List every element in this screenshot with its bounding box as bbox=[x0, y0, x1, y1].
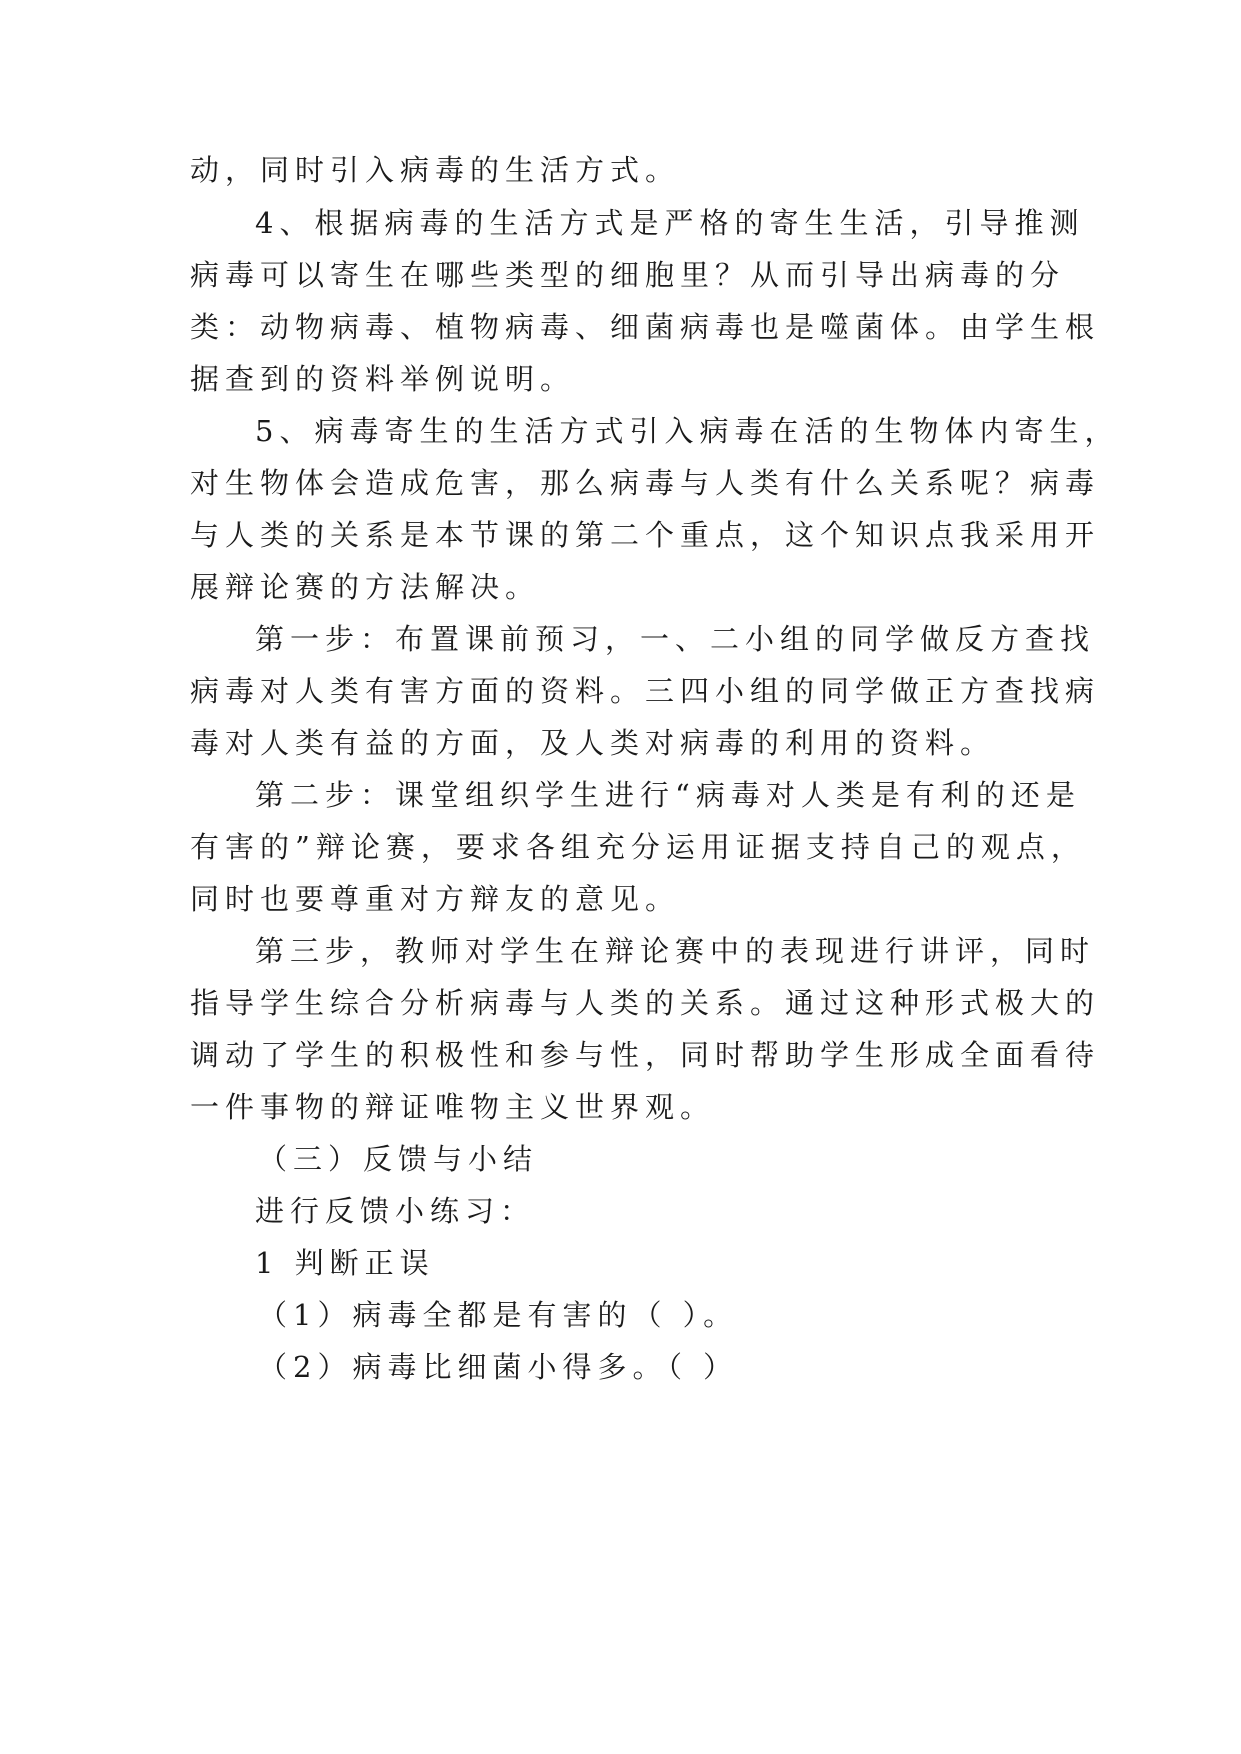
text-line: 进行反馈小练习： bbox=[255, 1194, 536, 1228]
text-line: 指导学生综合分析病毒与人类的关系。通过这种形式极大的 bbox=[190, 986, 1101, 1020]
text-line: 第一步：布置课前预习，一、二小组的同学做反方查找 bbox=[255, 622, 1096, 656]
text-line: 展辩论赛的方法解决。 bbox=[190, 570, 541, 604]
text-line: 病毒可以寄生在哪些类型的细胞里？从而引导出病毒的分 bbox=[190, 258, 1066, 292]
section-heading: （三）反馈与小结 bbox=[258, 1142, 539, 1176]
text-line: 4、根据病毒的生活方式是严格的寄生生活，引导推测 bbox=[255, 206, 1085, 240]
text-line: 据查到的资料举例说明。 bbox=[190, 362, 576, 396]
question-item: （1）病毒全都是有害的（ ）。 bbox=[258, 1298, 739, 1332]
text-line: 与人类的关系是本节课的第二个重点，这个知识点我采用开 bbox=[190, 518, 1101, 552]
text-line: 一件事物的辩证唯物主义世界观。 bbox=[190, 1090, 716, 1124]
text-line: 同时也要尊重对方辩友的意见。 bbox=[190, 882, 681, 916]
text-line: 毒对人类有益的方面，及人类对病毒的利用的资料。 bbox=[190, 726, 996, 760]
question-heading: 1 判断正误 bbox=[255, 1246, 435, 1280]
text-line: 病毒对人类有害方面的资料。三四小组的同学做正方查找病 bbox=[190, 674, 1101, 708]
text-line: 第三步，教师对学生在辩论赛中的表现进行讲评，同时 bbox=[255, 934, 1096, 968]
text-line: 5、病毒寄生的生活方式引入病毒在活的生物体内寄生， bbox=[255, 414, 1120, 448]
text-line: 类：动物病毒、植物病毒、细菌病毒也是噬菌体。由学生根 bbox=[190, 310, 1101, 344]
text-line: 调动了学生的积极性和参与性，同时帮助学生形成全面看待 bbox=[190, 1038, 1101, 1072]
text-line: 第二步：课堂组织学生进行“病毒对人类是有利的还是 bbox=[255, 778, 1081, 812]
text-line: 动，同时引入病毒的生活方式。 bbox=[190, 153, 681, 187]
question-item: （2）病毒比细菌小得多。（ ） bbox=[258, 1350, 739, 1384]
text-line: 对生物体会造成危害，那么病毒与人类有什么关系呢？病毒 bbox=[190, 466, 1101, 500]
text-line: 有害的”辩论赛，要求各组充分运用证据支持自己的观点， bbox=[190, 830, 1086, 864]
